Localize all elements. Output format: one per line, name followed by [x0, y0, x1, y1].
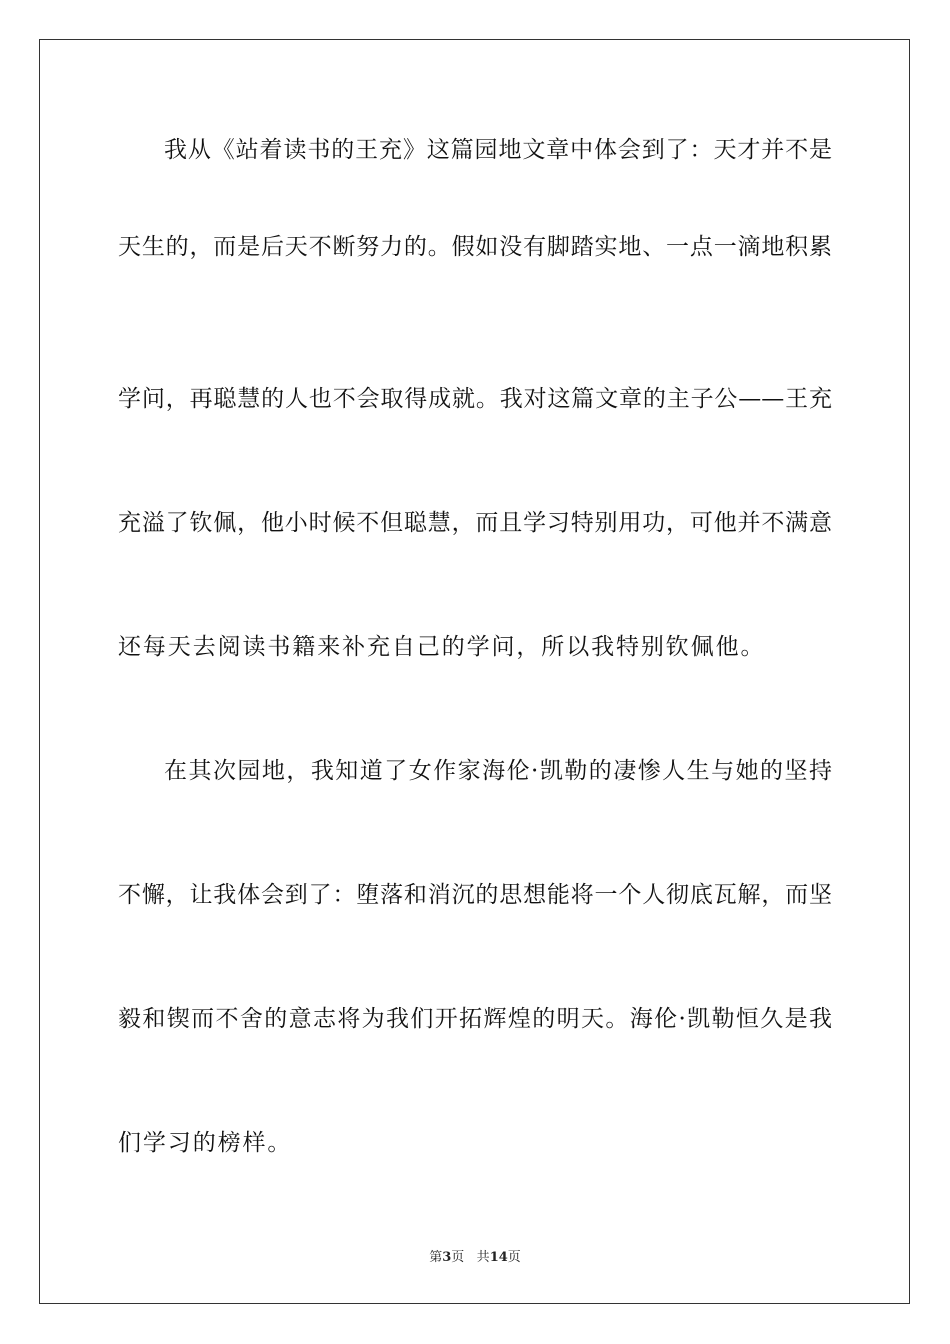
- text-line: 天生的，而是后天不断努力的。假如没有脚踏实地、一点一滴地积累: [118, 234, 832, 260]
- text-line: 充溢了钦佩，他小时候不但聪慧，而且学习特别用功，可他并不满意: [118, 510, 832, 536]
- text-line: 还每天去阅读书籍来补充自己的学问，所以我特别钦佩他。: [118, 634, 766, 660]
- page-frame: [39, 39, 910, 1304]
- text-line: 毅和锲而不舍的意志将为我们开拓辉煌的明天。海伦·凯勒恒久是我: [118, 1006, 832, 1032]
- text-line: 不懈，让我体会到了：堕落和消沉的思想能将一个人彻底瓦解，而坚: [118, 882, 832, 908]
- text-line: 们学习的榜样。: [118, 1130, 293, 1156]
- footer-page-suffix: 页: [451, 1250, 465, 1265]
- total-page-count: 14: [489, 1250, 508, 1265]
- text-line: 在其次园地，我知道了女作家海伦·凯勒的凄惨人生与她的坚持: [164, 758, 832, 784]
- footer-total-suffix: 页: [507, 1250, 521, 1265]
- footer-prefix: 第: [429, 1250, 443, 1265]
- footer-total-prefix: 共: [476, 1250, 490, 1265]
- page-footer: [0, 1246, 950, 1265]
- text-line: 我从《站着读书的王充》这篇园地文章中体会到了：天才并不是: [164, 137, 832, 163]
- text-line: 学问，再聪慧的人也不会取得成就。我对这篇文章的主子公——王充: [118, 386, 832, 412]
- current-page-number: 3: [442, 1250, 452, 1265]
